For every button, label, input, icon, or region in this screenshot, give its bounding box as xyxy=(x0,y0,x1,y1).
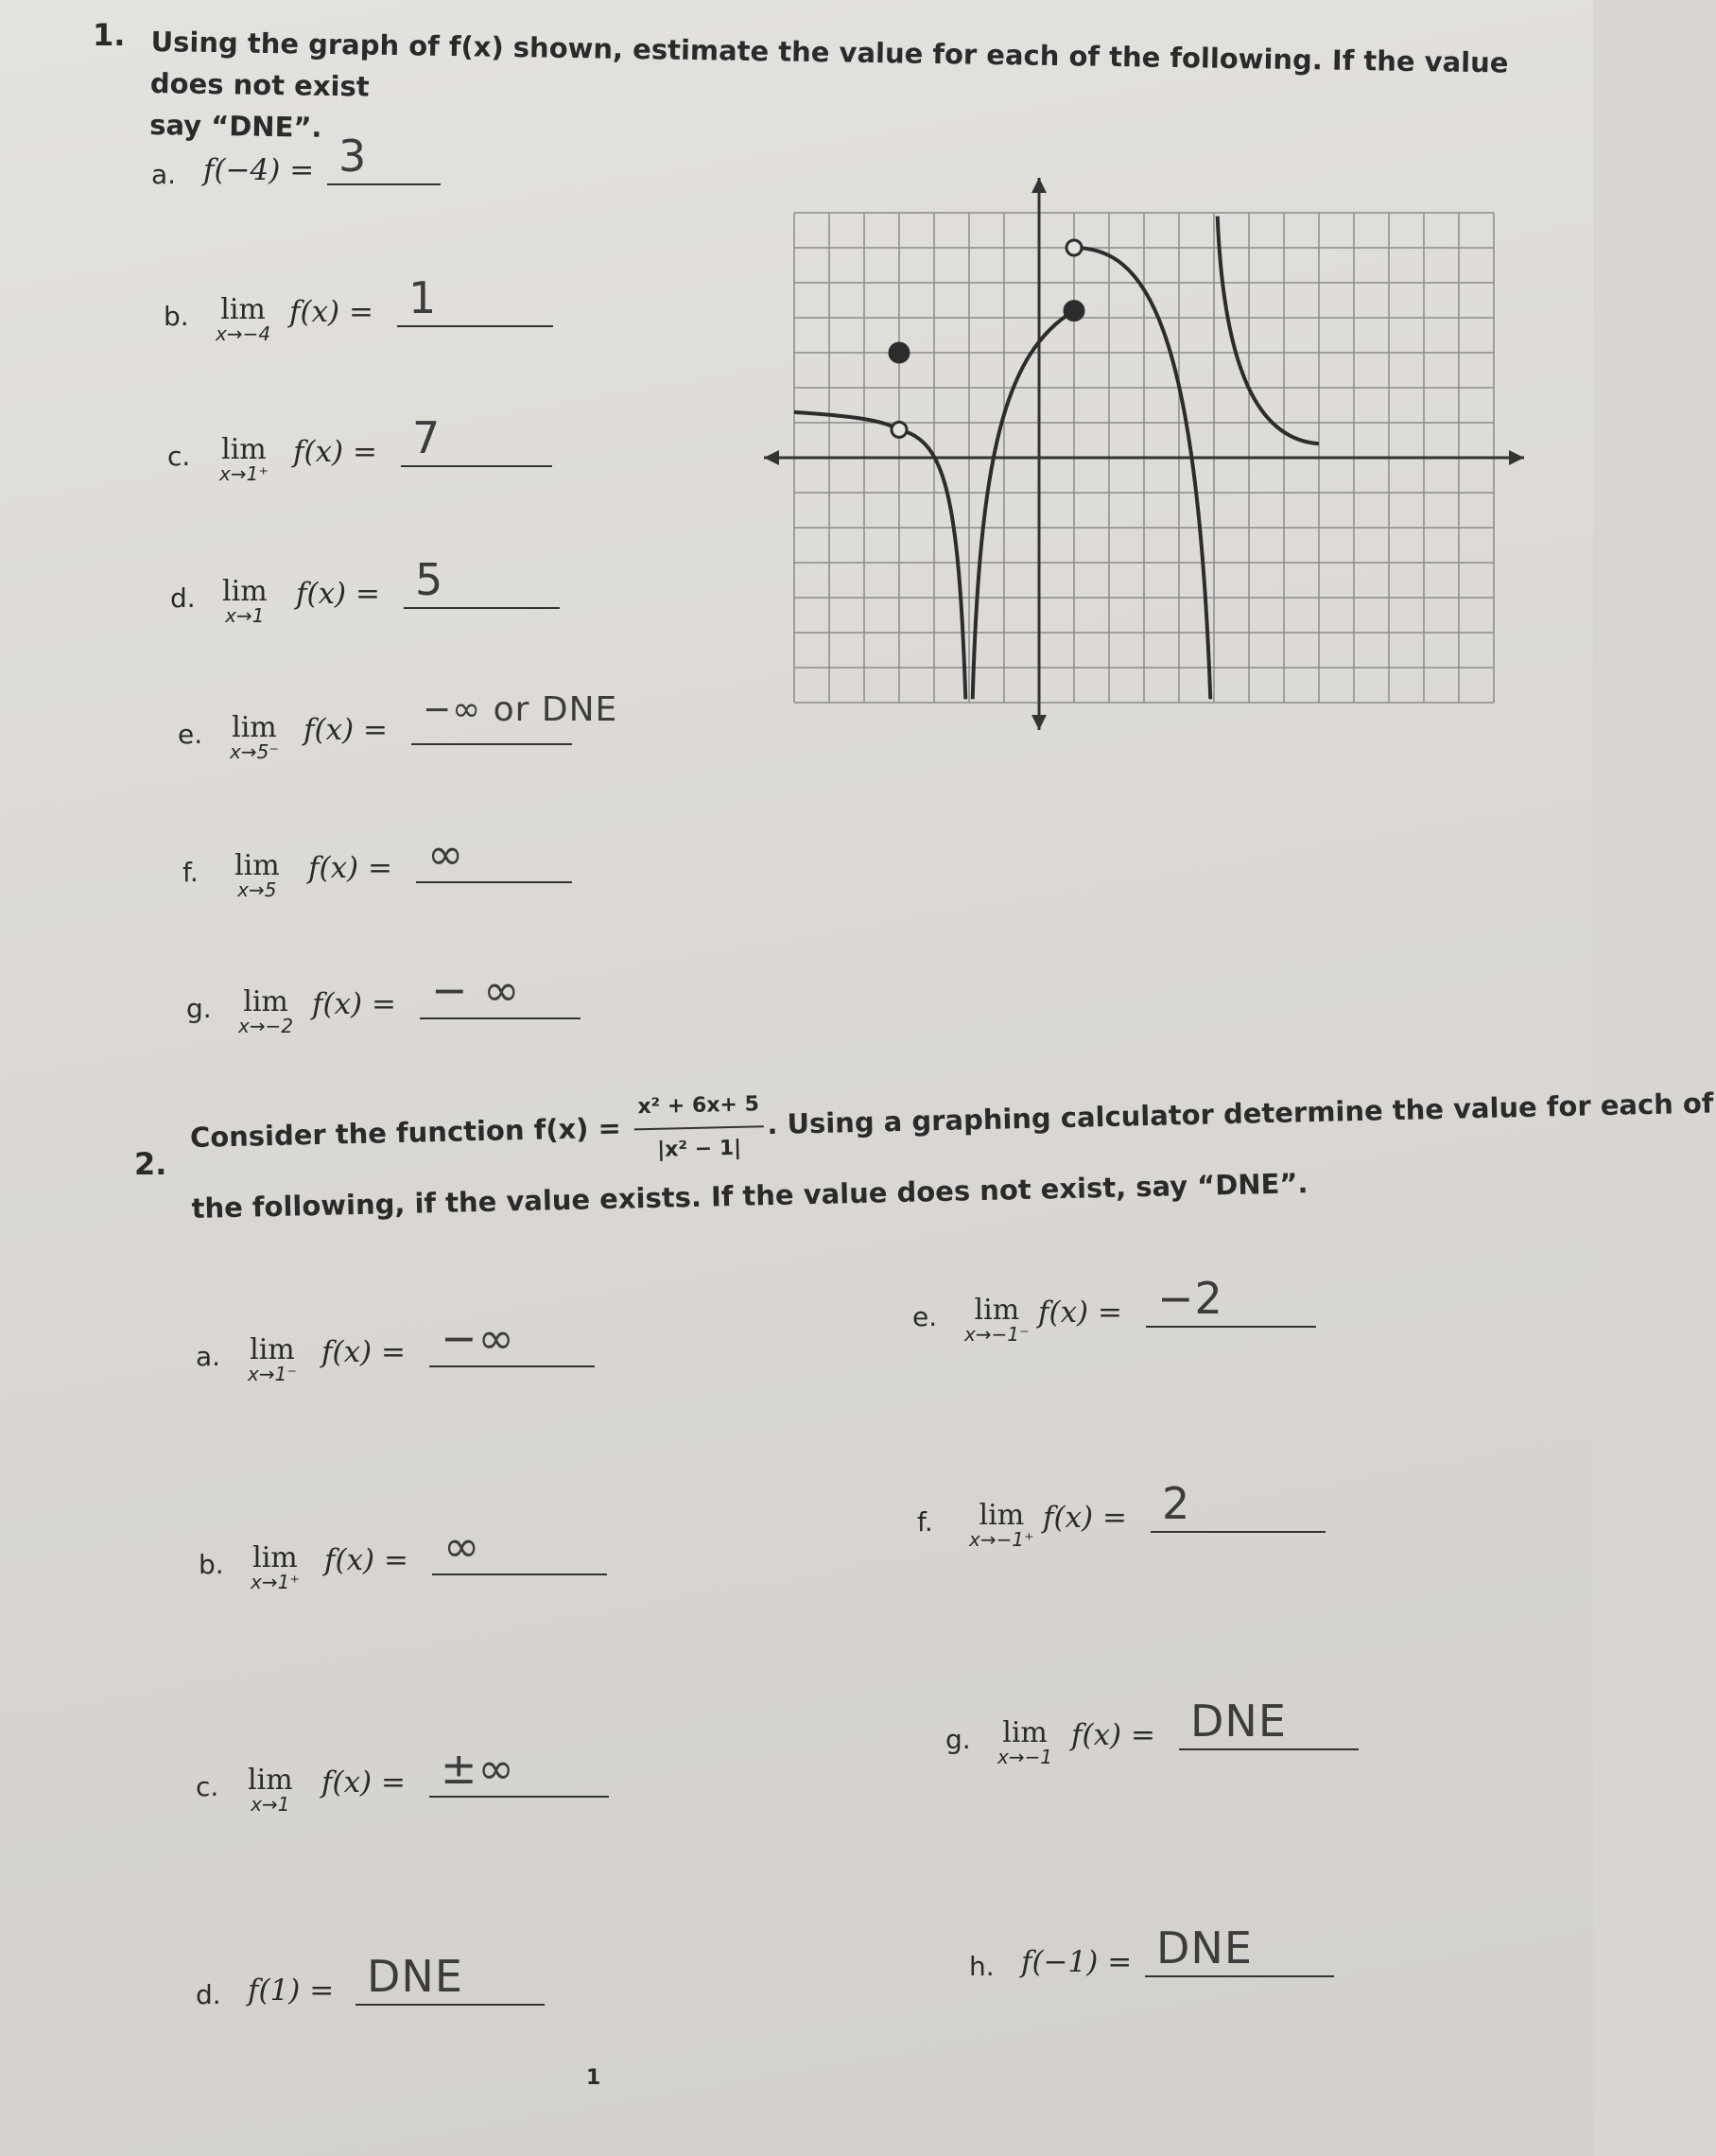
q2-item-d xyxy=(196,1951,815,2057)
q2-letter: a. xyxy=(196,1341,221,1372)
lim-text: lim xyxy=(248,1764,293,1797)
q2-letter: c. xyxy=(196,1771,219,1802)
closed-point-at-1 xyxy=(1065,302,1083,321)
q2-letter: h. xyxy=(969,1951,995,1982)
q1-item-f xyxy=(182,828,802,934)
q2-expression: f(−1) = xyxy=(1021,1945,1133,1979)
q2-answer-blank xyxy=(429,1365,595,1367)
q2-expression: f(x) = xyxy=(321,1765,406,1800)
q2-handwritten-answer: DNE xyxy=(367,1951,463,2002)
open-point-at-minus-4 xyxy=(892,422,907,437)
lim-subscript: x→1 xyxy=(251,1793,290,1816)
q1-limit-operator xyxy=(238,985,293,1037)
q1-letter: g. xyxy=(186,993,212,1024)
q1-limit-operator xyxy=(222,575,268,627)
q2-handwritten-answer: −2 xyxy=(1157,1273,1223,1324)
curve-middle-branch xyxy=(973,311,1074,700)
q2-instruction xyxy=(189,1065,1714,1229)
q1-answer-blank xyxy=(397,325,553,327)
q2-number: 2. xyxy=(134,1146,167,1182)
q1-handwritten-answer: − ∞ xyxy=(431,965,521,1016)
q1-answer-blank xyxy=(327,183,441,185)
q2-handwritten-answer: DNE xyxy=(1190,1695,1287,1747)
function-graph xyxy=(756,170,1532,738)
closed-point-at-minus-4 xyxy=(890,343,909,362)
q2-letter: f. xyxy=(917,1506,933,1538)
lim-text: lim xyxy=(220,293,266,326)
q1-letter: d. xyxy=(170,582,196,614)
q1-handwritten-answer: −∞ or DNE xyxy=(423,690,618,729)
lim-subscript: x→−1⁻ xyxy=(964,1323,1030,1346)
q2-handwritten-answer: DNE xyxy=(1156,1922,1253,1973)
q1-item-a xyxy=(151,130,771,236)
x-axis-right-arrow xyxy=(1509,450,1524,465)
q1-expression: f(x) = xyxy=(303,713,388,747)
q2-intro-rest: . Using a graphing calculator determine the value for each of xyxy=(766,1087,1714,1141)
q2-item-e xyxy=(912,1273,1532,1379)
lim-subscript: x→−4 xyxy=(216,322,271,345)
q1-item-e xyxy=(178,690,797,796)
q2-limit-operator xyxy=(251,1541,300,1593)
q1-answer-blank xyxy=(404,607,560,609)
q2-expression: f(x) = xyxy=(1043,1501,1127,1535)
lim-subscript: x→1⁻ xyxy=(248,1363,297,1385)
q2-limit-operator xyxy=(248,1333,297,1385)
lim-text: lim xyxy=(243,985,288,1018)
q2-handwritten-answer: 2 xyxy=(1162,1478,1191,1529)
q1-handwritten-answer: 1 xyxy=(408,272,438,323)
q2-item-a xyxy=(196,1313,815,1418)
q2-handwritten-answer: −∞ xyxy=(441,1313,515,1364)
q1-item-c xyxy=(167,412,787,518)
q2-expression: f(x) = xyxy=(1071,1718,1155,1752)
q2-expression: f(x) = xyxy=(321,1335,406,1369)
q2-item-f xyxy=(917,1478,1536,1584)
q2-item-c xyxy=(196,1743,815,1849)
q2-item-h xyxy=(969,1922,1588,2028)
x-axis-left-arrow xyxy=(764,450,779,465)
q1-expression: f(x) = xyxy=(289,295,373,329)
q2-letter: b. xyxy=(199,1549,224,1580)
q2-limit-operator xyxy=(969,1499,1034,1551)
q1-expression: f(x) = xyxy=(308,851,392,885)
q1-letter: e. xyxy=(178,719,203,750)
q1-expression: f(x) = xyxy=(312,987,396,1021)
q2-intro: Consider the function f(x) = xyxy=(189,1111,622,1154)
lim-subscript: x→−2 xyxy=(238,1015,294,1037)
q2-answer-blank xyxy=(1151,1531,1326,1533)
q1-instruction-line2: say “DNE”. xyxy=(149,108,322,144)
lim-text: lim xyxy=(1002,1716,1048,1749)
q1-expression: f(x) = xyxy=(293,435,377,469)
lim-subscript: x→5⁻ xyxy=(230,740,279,763)
q1-answer-blank xyxy=(411,743,572,745)
lim-subscript: x→1⁺ xyxy=(251,1571,300,1593)
open-point-at-1 xyxy=(1066,240,1082,255)
q1-expression: f(−4) = xyxy=(203,153,315,187)
lim-text: lim xyxy=(979,1499,1025,1532)
q2-denominator: |x² − 1| xyxy=(656,1136,742,1162)
lim-text: lim xyxy=(222,575,268,608)
q2-letter: g. xyxy=(945,1724,971,1755)
q1-letter: f. xyxy=(182,857,199,888)
q2-line2: the following, if the value exists. If the value does not exist, say “DNE”. xyxy=(191,1167,1309,1225)
q1-handwritten-answer: ∞ xyxy=(427,828,465,879)
q2-fraction xyxy=(633,1084,764,1172)
graph-points xyxy=(890,240,1083,437)
lim-text: lim xyxy=(250,1333,295,1366)
q2-item-b xyxy=(199,1521,818,1626)
curve-right-descending-branch xyxy=(1074,248,1210,699)
q2-numerator: x² + 6x+ 5 xyxy=(633,1084,763,1130)
q1-expression: f(x) = xyxy=(296,577,380,611)
q2-answer-blank xyxy=(355,2004,545,2006)
y-axis-up-arrow xyxy=(1031,178,1047,193)
q2-limit-operator xyxy=(964,1294,1030,1346)
q2-expression: f(x) = xyxy=(324,1543,408,1577)
q1-answer-blank xyxy=(420,1017,581,1019)
q2-expression: f(1) = xyxy=(248,1973,335,2008)
q1-limit-operator xyxy=(219,433,269,485)
lim-text: lim xyxy=(221,433,267,466)
lim-text: lim xyxy=(234,849,280,882)
q1-answer-blank xyxy=(416,881,572,883)
q1-letter: b. xyxy=(164,301,189,332)
q2-letter: e. xyxy=(912,1301,938,1332)
q1-handwritten-answer: 3 xyxy=(338,130,368,182)
q2-answer-blank xyxy=(1179,1748,1359,1750)
curve-left-segment xyxy=(794,412,899,430)
lim-subscript: x→5 xyxy=(237,878,277,901)
y-axis-down-arrow xyxy=(1031,715,1047,730)
lim-text: lim xyxy=(232,711,277,744)
lim-subscript: x→1⁺ xyxy=(219,462,269,485)
q1-number: 1. xyxy=(93,17,126,53)
page-mark: 1 xyxy=(586,2066,601,2090)
lim-subscript: x→−1 xyxy=(997,1746,1053,1768)
q1-handwritten-answer: 5 xyxy=(415,554,444,605)
curve-left-asymptote-branch xyxy=(899,429,965,699)
q1-item-d xyxy=(170,554,789,660)
q1-limit-operator xyxy=(216,293,270,345)
q2-handwritten-answer: ±∞ xyxy=(441,1743,515,1794)
q1-limit-operator xyxy=(230,711,279,763)
q2-expression: f(x) = xyxy=(1038,1295,1122,1330)
curve-far-right-branch xyxy=(1218,217,1319,444)
lim-text: lim xyxy=(252,1541,298,1574)
q2-answer-blank xyxy=(1146,1326,1316,1328)
lim-text: lim xyxy=(974,1294,1020,1327)
lim-subscript: x→1 xyxy=(225,604,265,627)
q1-limit-operator xyxy=(234,849,280,901)
q2-handwritten-answer: ∞ xyxy=(443,1521,481,1572)
q2-limit-operator xyxy=(997,1716,1052,1768)
q2-letter: d. xyxy=(196,1979,221,2010)
q1-item-b xyxy=(164,272,783,378)
q1-letter: c. xyxy=(167,441,191,472)
q2-answer-blank xyxy=(429,1796,609,1798)
q2-limit-operator xyxy=(248,1764,293,1816)
q1-instruction-line1: Using the graph of f(x) shown, estimate the value for each of the following. If the value does not exist xyxy=(149,25,1509,103)
q2-answer-blank xyxy=(1145,1975,1334,1977)
q1-handwritten-answer: 7 xyxy=(412,412,442,463)
q2-answer-blank xyxy=(432,1574,607,1575)
q2-item-g xyxy=(945,1695,1565,1801)
q1-item-g xyxy=(186,965,806,1070)
q1-answer-blank xyxy=(401,465,552,467)
q1-letter: a. xyxy=(151,159,177,190)
lim-subscript: x→−1⁺ xyxy=(969,1528,1034,1551)
